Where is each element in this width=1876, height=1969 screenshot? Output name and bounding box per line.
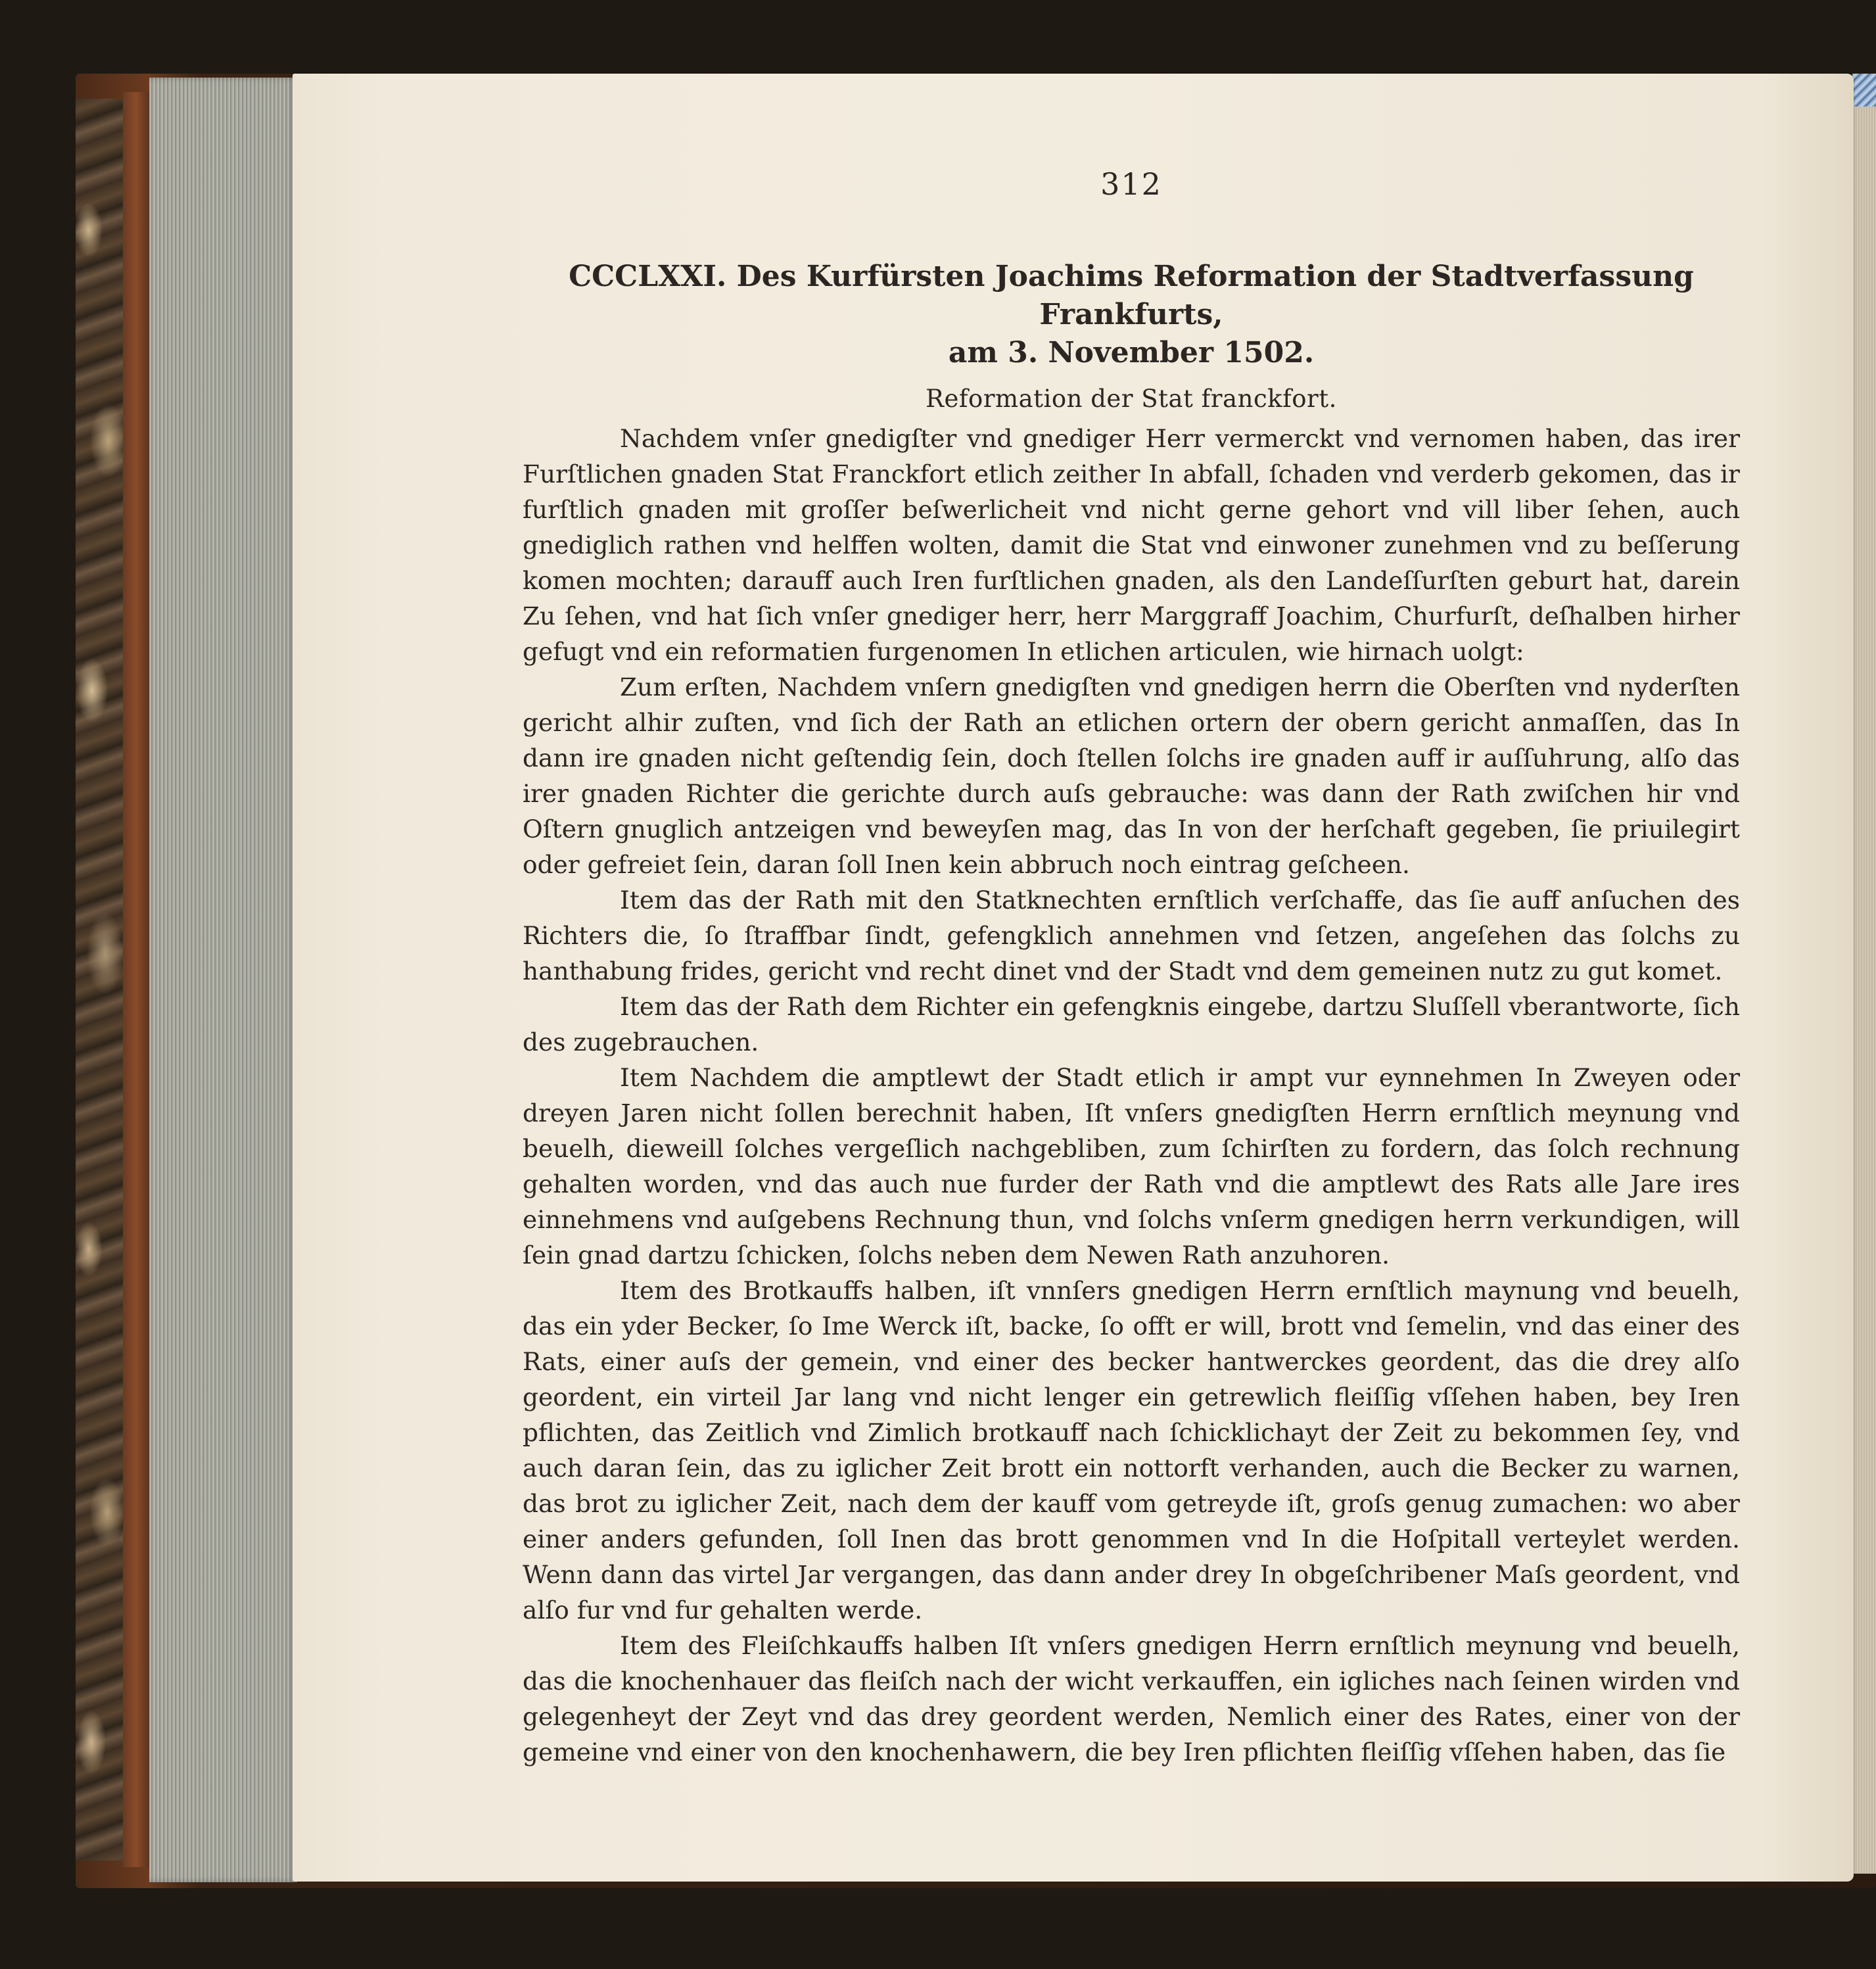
paragraph: Item das der Rath mit den Statknechten ernſtlich verſchaffe, das ſie auff anſuchen des Richters die, ſo ſtraffbar ſindt, gefengklich annehmen vnd ſetzen, angeſehen das ſolchs zu hanthabung frides, gericht vnd recht dinet vnd der Stadt vnd dem gemeinen nutz zu gut komet. (523, 886, 1740, 985)
leather-spine (123, 92, 149, 1867)
page-number: 312 (1100, 166, 1162, 202)
marbled-board (76, 99, 124, 1861)
document-heading-date: am 3. November 1502. (948, 336, 1315, 369)
paragraph: Item des Brotkauffs halben, iſt vnnſers gnedigen Herrn ernſtlich maynung vnd beuelh, das ein yder Becker, ſo Ime Werck iſt, backe, ſo offt er will, brott vnd ſemelin, vnd das einer des Rats, einer auſs der gemein, vnd einer des becker hantwerckes geordent, das die drey alſo geordent, ein virteil Jar lang vnd nicht lenger ein getrewlich fleiſſig vſſehen haben, bey Iren pflichten, das Zeitlich vnd Zimlich brotkauff nach ſchicklichayt der Zeit zu bekommen ſey, vnd auch daran ſein, das zu iglicher Zeit brott ein nottorft verhanden, auch die Becker zu warnen, das brot zu iglicher Zeit, nach dem der kauff vom getreyde iſt, groſs genug zumachen: wo aber einer anders gefunden, ſoll Inen das brott genommen vnd In die Hoſpitall verteylet werden. Wenn dann das virtel Jar vergangen, das dann ander drey In obgeſchribener Maſs geordent, vnd alſo fur vnd fur gehalten werde. (523, 1276, 1740, 1625)
paragraph: Item das der Rath dem Richter ein gefengknis eingebe, dartzu Sluſſell vberantworte, ſich des zugebrauchen. (523, 992, 1740, 1056)
paragraph: Item des Fleiſchkauffs halben Iſt vnſers gnedigen Herrn ernſtlich meynung vnd beuelh, das die knochenhauer das fleiſch nach der wicht verkauffen, ein igliches nach ſeinen wirden vnd gelegenheyt der Zeyt vnd das drey geordent werden, Nemlich einer des Rates, einer von der gemeine vnd einer von den knochenhawern, die bey Iren pflichten fleiſſig vſſehen haben, das ſie (523, 1631, 1740, 1767)
page-content (523, 164, 1740, 1770)
paragraph: Nachdem vnſer gnedigſter vnd gnediger Herr vermerckt vnd vernomen haben, das irer Furſtlichen gnaden Stat Franckfort etlich zeither In abfall, ſchaden vnd verderb gekomen, das ir furſtlich gnaden mit groſſer beſwerlicheit vnd nicht gerne gehort vnd vill liber ſehen, auch gnediglich rathen vnd helffen wolten, damit die Stat vnd einwoner zunehmen vnd zu beſſerung komen mochten; darauff auch Iren furſtlichen gnaden, als den Landeſſurſten geburt hat, darein Zu ſehen, vnd hat ſich vnſer gnediger herr, herr Marggraff Joachim, Churfurſt, deſhalben hirher gefugt vnd ein reformatien furgenomen In etlichen articulen, wie hirnach uolgt: (523, 424, 1740, 666)
facing-cover-corner (1852, 74, 1876, 107)
paragraph: Zum erſten, Nachdem vnſern gnedigſten vnd gnedigen herrn die Oberſten vnd nyderſten gericht alhir zuſten, vnd ſich der Rath an etlichen ortern der obern gericht anmaſſen, das In dann ire gnaden nicht geſtendig ſein, doch ſtellen ſolchs ire gnaden auff ir auſſuhrung, alſo das irer gnaden Richter die gerichte durch auſs gebrauche: was dann der Rath zwiſchen hir vnd Oſtern gnuglich antzeigen vnd beweyſen mag, das In von der herſchaft gegeben, ſie priuilegirt oder gefreiet ſein, daran ſoll Inen kein abbruch noch eintrag geſcheen. (523, 673, 1740, 879)
document-subtitle: Reformation der Stat franckfort. (926, 385, 1337, 413)
page-edges (149, 78, 297, 1882)
document-heading: CCCLXXI. Des Kurfürsten Joachims Reformation der Stadtverfassung Frankfurts, (569, 260, 1694, 331)
paragraph: Item Nachdem die amptlewt der Stadt etlich ir ampt vur eynnehmen In Zweyen oder dreyen Jaren nicht ſollen berechnit haben, Iſt vnſers gnedigſten Herrn ernſtlich meynung vnd beuelh, dieweill ſolches vergeſlich nachgebliben, zum ſchirſten zu fordern, das ſolch rechnung gehalten worden, vnd das auch nue furder der Rath vnd die amptlewt des Rats alle Jare ires einnehmens vnd auſgebens Rechnung thun, vnd ſolchs vnſerm gnedigen herrn verkundigen, will ſein gnad dartzu ſchicken, ſolchs neben dem Newen Rath anzuhoren. (523, 1063, 1740, 1269)
